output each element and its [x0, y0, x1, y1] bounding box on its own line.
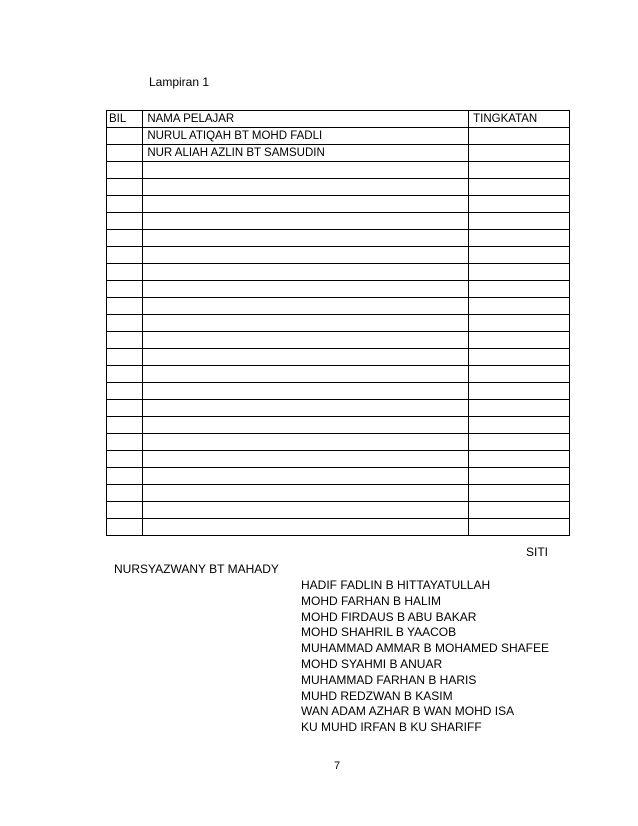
nama-pelajar-cell [143, 315, 469, 332]
nama-pelajar-cell [143, 281, 469, 298]
tingkatan-cell [469, 315, 570, 332]
tingkatan-cell [469, 298, 570, 315]
page-caption: Lampiran 1 [149, 75, 210, 89]
nama-pelajar-cell [143, 349, 469, 366]
nama-pelajar-cell [143, 434, 469, 451]
tingkatan-cell [469, 179, 570, 196]
table-row [107, 162, 570, 179]
bil-cell [107, 468, 143, 485]
bil-cell [107, 145, 143, 162]
table-row [107, 264, 570, 281]
tingkatan-cell [469, 213, 570, 230]
tingkatan-cell [469, 247, 570, 264]
bil-cell [107, 179, 143, 196]
student-table [106, 110, 570, 536]
nama-pelajar-cell [143, 400, 469, 417]
table-row [107, 315, 570, 332]
table-row [107, 451, 570, 468]
bil-cell [107, 417, 143, 434]
name-list-item: WAN ADAM AZHAR B WAN MOHD ISA [301, 704, 515, 719]
overflow-text-line1: SITI [526, 545, 549, 559]
nama-pelajar-cell [143, 332, 469, 349]
nama-pelajar-cell [143, 485, 469, 502]
student-table-body [107, 111, 570, 536]
name-list-item: MOHD SYAHMI B ANUAR [301, 656, 443, 671]
tingkatan-cell [469, 349, 570, 366]
name-list [301, 578, 549, 736]
name-list-item: HADIF FADLIN B HITTAYATULLAH [301, 578, 491, 592]
tingkatan-cell [469, 502, 570, 519]
header-tingkatan-cell: TINGKATAN [469, 111, 570, 128]
bil-cell [107, 366, 143, 383]
nama-pelajar-cell [143, 383, 469, 400]
bil-cell [107, 451, 143, 468]
nama-pelajar-cell [143, 162, 469, 179]
name-list-item: MUHAMMAD FARHAN B HARIS [301, 672, 477, 687]
bil-cell [107, 264, 143, 281]
bil-cell [107, 281, 143, 298]
table-row [107, 179, 570, 196]
tingkatan-cell [469, 451, 570, 468]
nama-pelajar-cell [143, 196, 469, 213]
bil-cell [107, 400, 143, 417]
table-row [107, 349, 570, 366]
nama-pelajar-cell [143, 366, 469, 383]
bil-cell [107, 213, 143, 230]
tingkatan-cell [469, 400, 570, 417]
bil-cell [107, 315, 143, 332]
bil-cell [107, 298, 143, 315]
nama-pelajar-cell [143, 417, 469, 434]
overflow-text-line2: NURSYAZWANY BT MAHADY [114, 562, 279, 576]
table-row [107, 519, 570, 536]
nama-pelajar-cell [143, 451, 469, 468]
table-row [107, 145, 570, 162]
bil-cell [107, 230, 143, 247]
tingkatan-cell [469, 264, 570, 281]
table-row [107, 128, 570, 145]
table-row [107, 417, 570, 434]
tingkatan-cell [469, 230, 570, 247]
nama-pelajar-cell [143, 247, 469, 264]
table-row [107, 468, 570, 485]
nama-pelajar-cell: NURUL ATIQAH BT MOHD FADLI [143, 128, 469, 145]
bil-cell [107, 196, 143, 213]
bil-cell [107, 247, 143, 264]
table-row [107, 400, 570, 417]
bil-cell [107, 434, 143, 451]
nama-pelajar-cell [143, 468, 469, 485]
bil-cell [107, 128, 143, 145]
bil-cell [107, 502, 143, 519]
bil-cell [107, 332, 143, 349]
tingkatan-cell [469, 417, 570, 434]
nama-pelajar-cell [143, 298, 469, 315]
table-row [107, 196, 570, 213]
table-row [107, 485, 570, 502]
tingkatan-cell [469, 162, 570, 179]
page-number: 7 [334, 760, 341, 772]
nama-pelajar-cell: NUR ALIAH AZLIN BT SAMSUDIN [143, 145, 469, 162]
table-row [107, 213, 570, 230]
nama-pelajar-cell [143, 179, 469, 196]
table-row [107, 502, 570, 519]
nama-pelajar-cell [143, 230, 469, 247]
tingkatan-cell [469, 434, 570, 451]
tingkatan-cell [469, 332, 570, 349]
header-nama-pelajar-cell: NAMA PELAJAR [143, 111, 469, 128]
name-list-item: KU MUHD IRFAN B KU SHARIFF [301, 720, 482, 735]
name-list-item: MUHD REDZWAN B KASIM [301, 688, 453, 703]
tingkatan-cell [469, 519, 570, 536]
table-row [107, 230, 570, 247]
name-list-item: MUHAMMAD AMMAR B MOHAMED SHAFEE [301, 641, 550, 656]
bil-cell [107, 162, 143, 179]
table-row [107, 366, 570, 383]
tingkatan-cell [469, 145, 570, 162]
tingkatan-cell [469, 383, 570, 400]
tingkatan-cell [469, 196, 570, 213]
nama-pelajar-cell [143, 264, 469, 281]
nama-pelajar-cell [143, 519, 469, 536]
tingkatan-cell [469, 281, 570, 298]
tingkatan-cell [469, 128, 570, 145]
bil-cell [107, 519, 143, 536]
name-list-item: MOHD SHAHRIL B YAACOB [301, 625, 457, 640]
table-row [107, 332, 570, 349]
tingkatan-cell [469, 485, 570, 502]
nama-pelajar-cell [143, 213, 469, 230]
bil-cell [107, 485, 143, 502]
bil-cell [107, 383, 143, 400]
name-list-item: MOHD FARHAN B HALIM [301, 593, 442, 608]
table-header-row [107, 111, 570, 128]
table-row [107, 281, 570, 298]
table-row [107, 298, 570, 315]
bil-cell [107, 349, 143, 366]
tingkatan-cell [469, 366, 570, 383]
name-list-item: MOHD FIRDAUS B ABU BAKAR [301, 609, 477, 624]
table-row [107, 383, 570, 400]
nama-pelajar-cell [143, 502, 469, 519]
tingkatan-cell [469, 468, 570, 485]
header-bil-cell: BIL [107, 111, 143, 128]
table-row [107, 247, 570, 264]
table-row [107, 434, 570, 451]
